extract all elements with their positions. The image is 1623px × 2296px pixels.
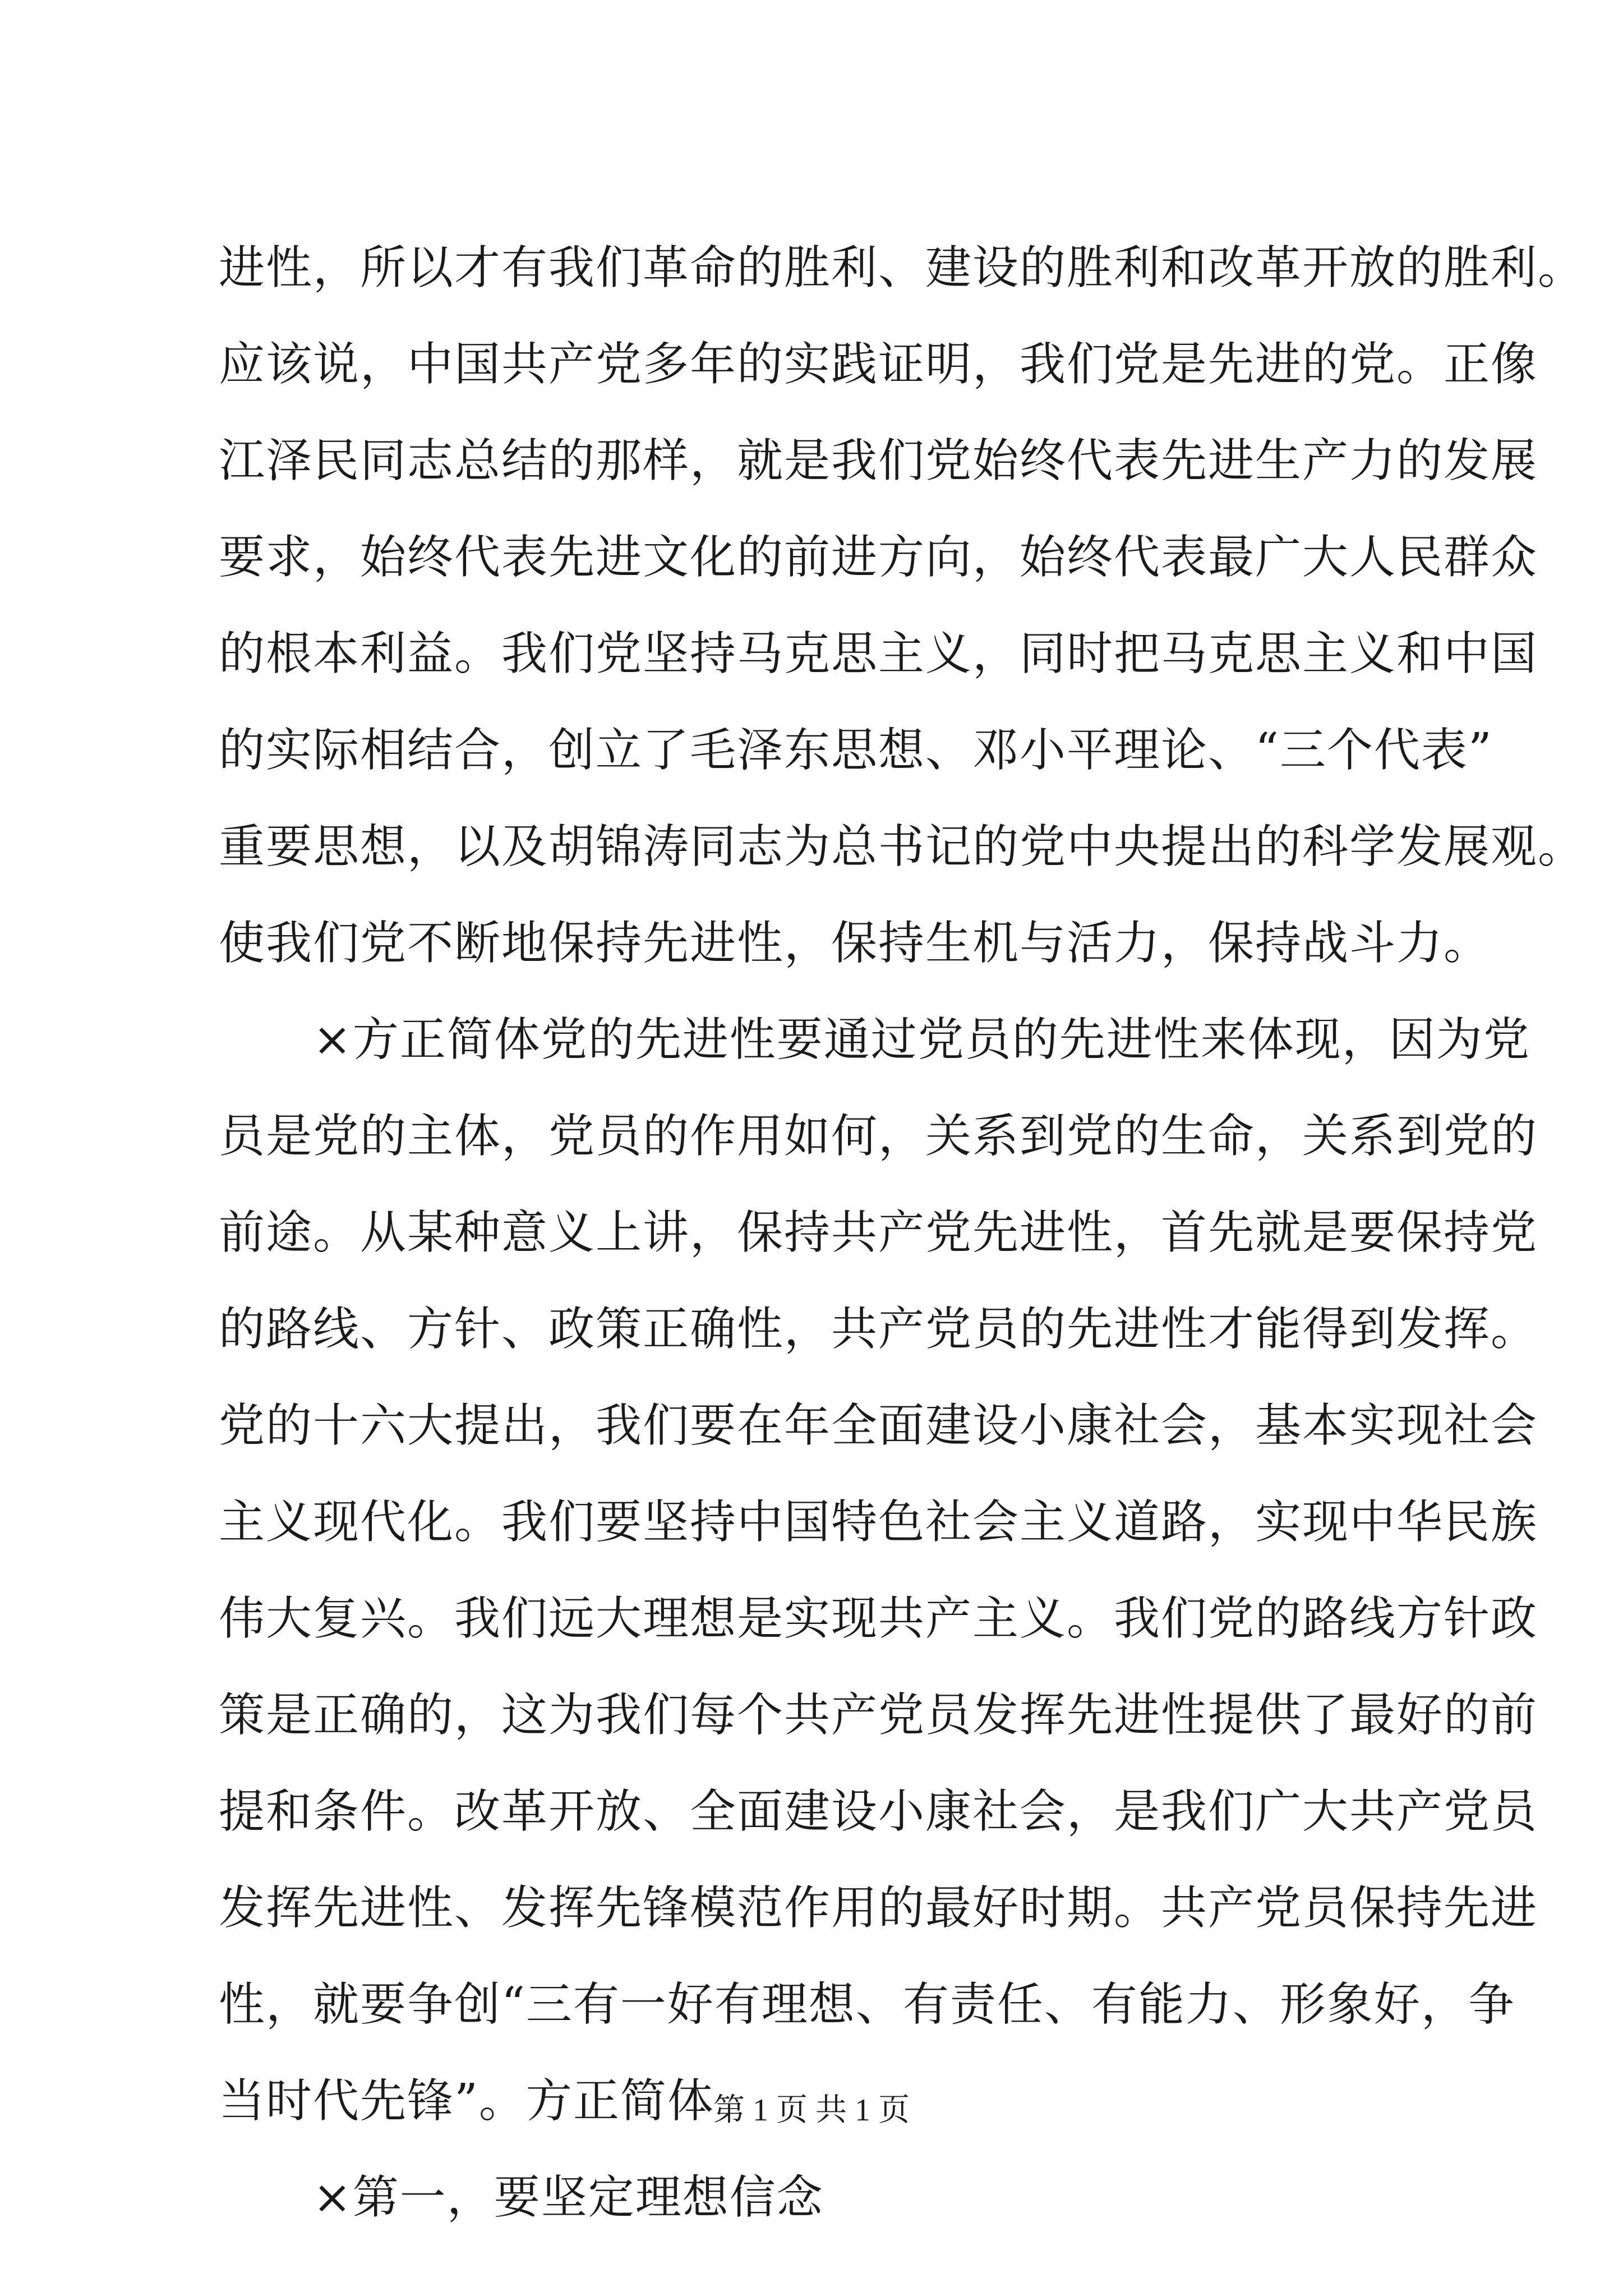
page-footer xyxy=(0,2088,1623,2133)
text-line: 当时代先锋”。方正简体 xyxy=(219,2074,714,2128)
text-line: 主义现代化。我们要坚持中国特色社会主义道路，实现中华民族 xyxy=(219,1496,1538,1549)
text-line: 进性，所以才有我们革命的胜利、建设的胜利和改革开放的胜利。 xyxy=(219,241,1585,295)
text-line: ×方正简体党的先进性要通过党员的先进性来体现，因为党 xyxy=(219,1013,1530,1066)
text-line: ×第一，要坚定理想信念 xyxy=(219,2171,824,2224)
text-line: 前途。从某种意义上讲，保持共产党先进性，首先就是要保持党 xyxy=(219,1206,1538,1259)
text-line: 使我们党不断地保持先进性，保持生机与活力，保持战斗力。 xyxy=(219,917,1491,970)
text-line: 要求，始终代表先进文化的前进方向，始终代表最广大人民群众 xyxy=(219,531,1538,584)
text-line: 应该说，中国共产党多年的实践证明，我们党是先进的党。正像 xyxy=(219,338,1538,391)
text-line: 江泽民同志总结的那样，就是我们党始终代表先进生产力的发展 xyxy=(219,434,1538,487)
text-line: 伟大复兴。我们远大理想是实现共产主义。我们党的路线方针政 xyxy=(219,1592,1538,1645)
text-line: 员是党的主体，党员的作用如何，关系到党的生命，关系到党的 xyxy=(219,1110,1538,1163)
text-line: 的实际相结合，创立了毛泽东思想、邓小平理论、“三个代表” xyxy=(219,724,1493,777)
text-line: 重要思想，以及胡锦涛同志为总书记的党中央提出的科学发展观。 xyxy=(219,820,1585,873)
text-line: 党的十六大提出，我们要在年全面建设小康社会，基本实现社会 xyxy=(219,1399,1538,1452)
page-number-label: 第 1 页 共 1 页 xyxy=(713,2093,910,2128)
body-text xyxy=(219,220,1585,2246)
text-line: 发挥先进性、发挥先锋模范作用的最好时期。共产党员保持先进 xyxy=(219,1881,1538,1935)
text-line: 性，就要争创“三有一好有理想、有责任、有能力、形象好，争 xyxy=(219,1978,1515,2031)
text-line: 提和条件。改革开放、全面建设小康社会，是我们广大共产党员 xyxy=(219,1785,1538,1838)
text-line: 的路线、方针、政策正确性，共产党员的先进性才能得到发挥。 xyxy=(219,1303,1538,1356)
text-line: 的根本利益。我们党坚持马克思主义，同时把马克思主义和中国 xyxy=(219,627,1538,680)
text-line: 策是正确的，这为我们每个共产党员发挥先进性提供了最好的前 xyxy=(219,1688,1538,1742)
